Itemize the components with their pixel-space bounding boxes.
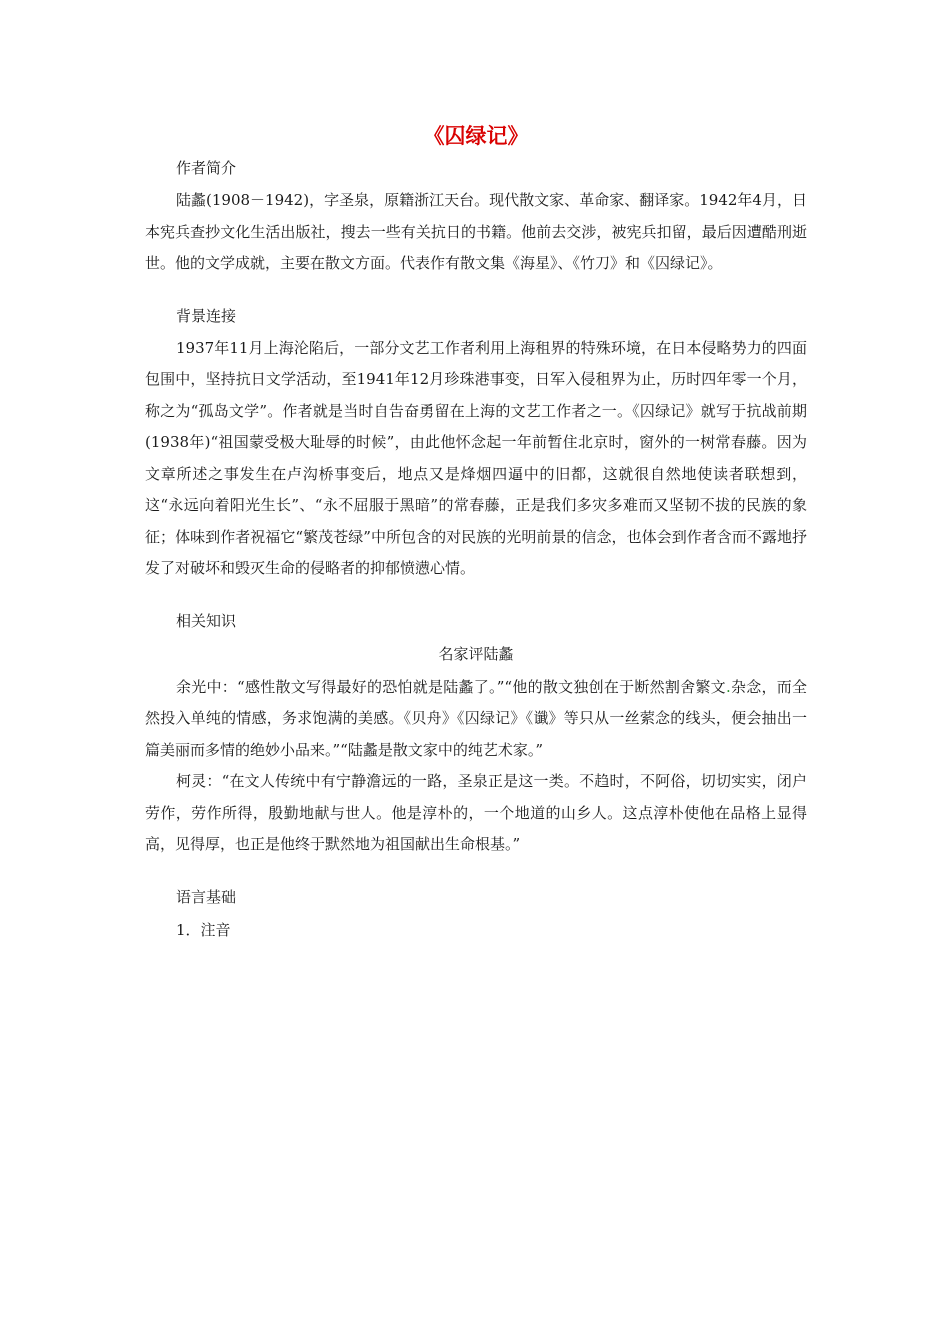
quote-text-rest: 杂念，而全然投入单纯的情感，务求饱满的美感。《贝舟》《囚绿记》《谶》等只从一丝萦念的线头，便会抽出一篇美丽而多情的绝妙小品来。”“陆蠡是散文家中的纯艺术家。”	[145, 677, 807, 759]
language-heading: 语言基础	[176, 887, 237, 906]
author-heading: 作者简介	[176, 159, 237, 177]
language-section	[145, 887, 807, 940]
document-page	[145, 118, 807, 953]
background-paragraph: 1937年11月上海沦陷后，一部分文艺工作者利用上海租界的特殊环境，在日本侵略势力的四面包围中，坚持抗日文学活动，至1941年12月珍珠港事变，日军入侵租界为止，历时四年零一个月，称之为“孤岛文学”。作者就是当时自告奋勇留在上海的文艺工作者之一。《囚绿记》就写于抗战前期(1938年)“祖国蒙受极大耻辱的时候”，由此他怀念起一年前暂住北京时，窗外的一树常春藤。因为文章所述之事发生在卢沟桥事变后，地点又是烽烟四逼中的旧都，这就很自然地使读者联想到，这“永远向着阳光生长”、“永不屈服于黑暗”的常春藤，正是我们多灾多难而又坚韧不拔的民族的象征；体味到作者祝福它“繁茂苍绿”中所包含的对民族的光明前景的信念，也体会到作者含而不露地抒发了对破坏和毁灭生命的侵略者的抑郁愤懑心情。	[145, 338, 807, 577]
knowledge-heading: 相关知识	[176, 611, 237, 630]
quote-ke-ling: 柯灵：“在文人传统中有宁静澹远的一路，圣泉正是这一类。不趋时，不阿俗，切切实实，闭户劳作，劳作所得，殷勤地献与世人。他是淳朴的，一个地道的山乡人。这点淳朴使他在品格上显得高，见得厚，也正是他终于默然地为祖国献出生命根基。”	[145, 772, 807, 853]
background-section	[145, 306, 807, 585]
author-section	[145, 158, 807, 280]
author-paragraph: 陆蠡(1908－1942)，字圣泉，原籍浙江天台。现代散文家、革命家、翻译家。1942年4月，日本宪兵查抄文化生活出版社，搜去一些有关抗日的书籍。他前去交涉，被宪兵扣留，最后因遭酷刑逝世。他的文学成就，主要在散文方面。代表作有散文集《海星》、《竹刀》和《囚绿记》。	[145, 191, 807, 272]
knowledge-section	[145, 611, 807, 861]
quote-yu-guangzhong	[145, 672, 807, 767]
language-item-1: 1．注音	[176, 920, 231, 939]
background-heading: 背景连接	[176, 306, 237, 325]
knowledge-subtitle: 名家评陆蠡	[438, 644, 514, 663]
green-dot-mark: .	[725, 677, 731, 696]
spacer	[145, 280, 807, 306]
quote-text: 余光中：“感性散文写得最好的恐怕就是陆蠡了。”“他的散文独创在于断然割舍繁文	[176, 677, 726, 696]
spacer	[145, 861, 807, 887]
document-title: 《囚绿记》	[423, 124, 529, 148]
spacer	[145, 585, 807, 611]
